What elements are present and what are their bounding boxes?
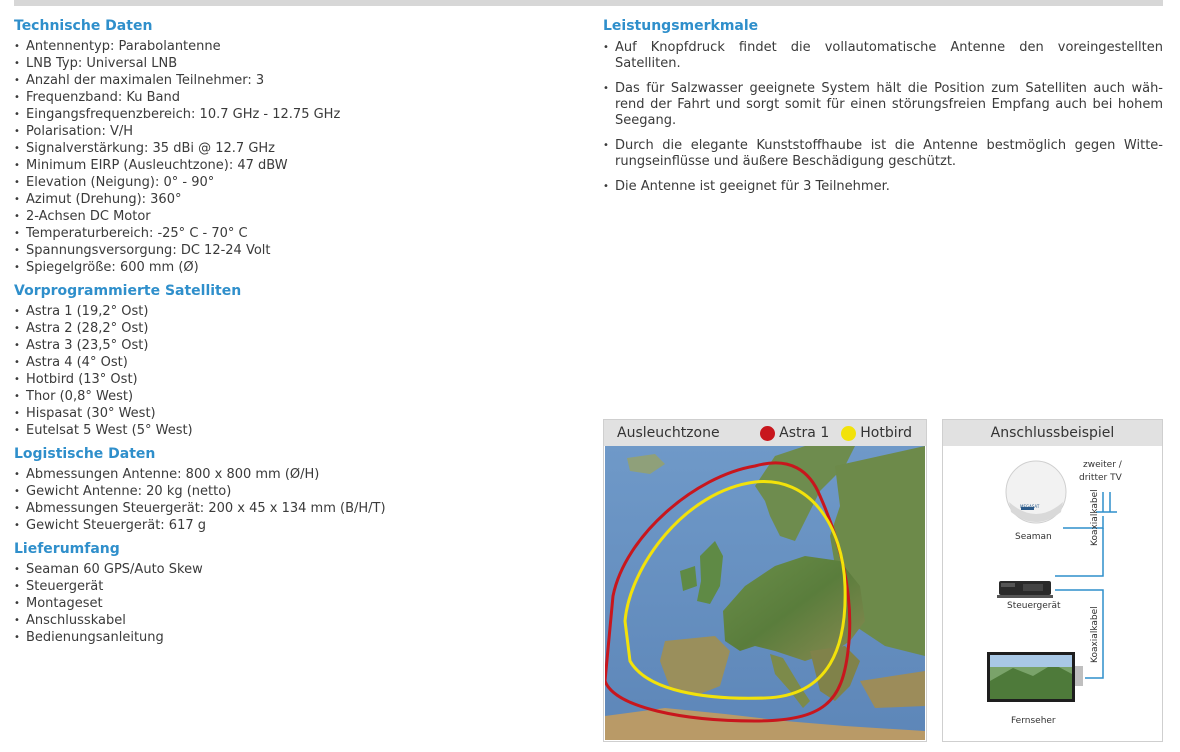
list-item: • Abmessungen Antenne: 800 x 800 mm (Ø/H) <box>14 466 574 483</box>
tech-data-heading: Technische Daten <box>14 18 153 34</box>
antenna-brand-text: MEGASAT <box>1020 504 1040 509</box>
list-item: • Spannungsversorgung: DC 12-24 Volt <box>14 242 574 259</box>
list-item: • Das für Salzwasser geeignete System hält die Position zum Satelliten auch wäh-rend der Fahrt und sorgt somit für einen störungsfreien Empfang auch bei hohem Seegang. <box>603 81 1163 129</box>
features-list <box>603 40 1163 195</box>
features-column <box>603 16 1163 204</box>
list-item: • Bedienungsanleitung <box>14 629 574 646</box>
cable-label-1: Koaxialkabel <box>1090 489 1100 546</box>
list-item: • Polarisation: V/H <box>14 123 574 140</box>
europe-map <box>605 446 925 740</box>
extra-tv-label-2: dritter TV <box>1079 473 1122 483</box>
list-item: • 2-Achsen DC Motor <box>14 208 574 225</box>
coverage-map-panel <box>603 419 927 742</box>
list-item: • Astra 4 (4° Ost) <box>14 354 574 371</box>
list-item: • LNB Typ: Universal LNB <box>14 55 574 72</box>
list-item: • Antennentyp: Parabolantenne <box>14 38 574 55</box>
list-item: • Minimum EIRP (Ausleuchtzone): 47 dBW <box>14 157 574 174</box>
list-item: • Durch die elegante Kunststoffhaube ist die Antenne bestmöglich gegen Witte-rungseinflüsse und äußere Beschädigung geschützt. <box>603 138 1163 170</box>
receiver-icon <box>997 581 1053 598</box>
map-legend <box>748 425 912 441</box>
delivery-heading: Lieferumfang <box>14 541 120 557</box>
list-item: • Gewicht Steuergerät: 617 g <box>14 517 574 534</box>
legend-item-astra <box>760 425 829 441</box>
list-item: • Anschlusskabel <box>14 612 574 629</box>
list-item: • Eingangsfrequenzbereich: 10.7 GHz - 12.75 GHz <box>14 106 574 123</box>
logistics-heading: Logistische Daten <box>14 446 156 462</box>
list-item: • Eutelsat 5 West (5° West) <box>14 422 574 439</box>
logistics-list <box>14 466 574 534</box>
list-item: • Die Antenne ist geeignet für 3 Teilnehmer. <box>603 179 1163 195</box>
cable-label-2: Koaxialkabel <box>1090 606 1100 663</box>
list-item: • Frequenzband: Ku Band <box>14 89 574 106</box>
coverage-map-header <box>604 420 926 446</box>
connection-example-header <box>943 420 1162 446</box>
features-heading: Leistungsmerkmale <box>603 18 759 34</box>
list-item: • Thor (0,8° West) <box>14 388 574 405</box>
list-item: • Signalverstärkung: 35 dBi @ 12.7 GHz <box>14 140 574 157</box>
list-item: • Elevation (Neigung): 0° - 90° <box>14 174 574 191</box>
tech-data-list <box>14 38 574 276</box>
list-item: • Spiegelgröße: 600 mm (Ø) <box>14 259 574 276</box>
connection-example-panel <box>942 419 1163 742</box>
tv-label: Fernseher <box>1011 716 1056 726</box>
satellites-heading: Vorprogrammierte Satelliten <box>14 283 242 299</box>
antenna-label: Seaman <box>1015 532 1052 542</box>
legend-label-hotbird: Hotbird <box>860 425 912 441</box>
delivery-list <box>14 561 574 646</box>
list-item: • Astra 3 (23,5° Ost) <box>14 337 574 354</box>
connection-example-title: Anschlussbeispiel <box>990 425 1115 441</box>
list-item: • Astra 2 (28,2° Ost) <box>14 320 574 337</box>
antenna-dome-icon <box>1006 461 1066 523</box>
top-divider-bar <box>14 0 1163 6</box>
receiver-label: Steuergerät <box>1007 601 1061 611</box>
list-item: • Temperaturbereich: -25° C - 70° C <box>14 225 574 242</box>
list-item: • Hispasat (30° West) <box>14 405 574 422</box>
list-item: • Montageset <box>14 595 574 612</box>
list-item: • Hotbird (13° Ost) <box>14 371 574 388</box>
list-item: • Seaman 60 GPS/Auto Skew <box>14 561 574 578</box>
coverage-map-title: Ausleuchtzone <box>617 425 720 441</box>
specs-column <box>14 16 574 646</box>
list-item: • Steuergerät <box>14 578 574 595</box>
list-item: • Auf Knopfdruck findet die vollautomatische Antenne den voreingestellten Satelliten. <box>603 40 1163 72</box>
legend-label-astra: Astra 1 <box>779 425 830 441</box>
legend-dot-hotbird <box>841 426 856 441</box>
satellites-list <box>14 303 574 439</box>
legend-dot-astra <box>760 426 775 441</box>
list-item: • Astra 1 (19,2° Ost) <box>14 303 574 320</box>
legend-item-hotbird <box>841 425 912 441</box>
connection-diagram <box>943 446 1162 741</box>
tv-icon <box>987 652 1083 702</box>
extra-tv-label-1: zweiter / <box>1083 460 1122 470</box>
list-item: • Anzahl der maximalen Teilnehmer: 3 <box>14 72 574 89</box>
list-item: • Azimut (Drehung): 360° <box>14 191 574 208</box>
list-item: • Abmessungen Steuergerät: 200 x 45 x 134 mm (B/H/T) <box>14 500 574 517</box>
list-item: • Gewicht Antenne: 20 kg (netto) <box>14 483 574 500</box>
